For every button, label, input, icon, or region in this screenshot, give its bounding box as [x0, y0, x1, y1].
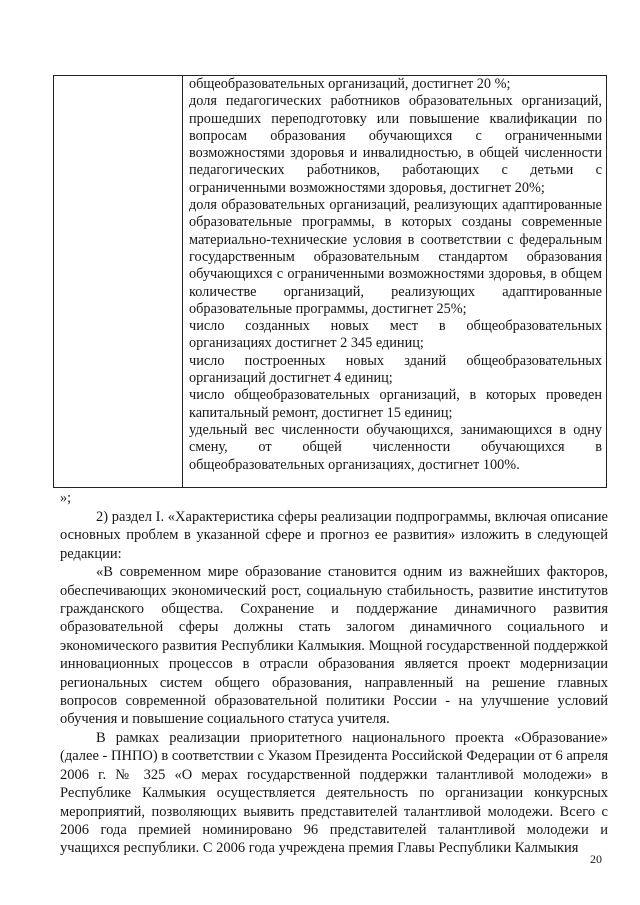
- paragraph: 2) раздел I. «Характеристика сферы реализации подпрограммы, включая описание основных проблем в указанной сфере и прогноз ее развития» изложить в следующей редакции:: [60, 509, 608, 562]
- page-number: 20: [590, 852, 602, 866]
- table-item: доля педагогических работников образовательных организаций, прошедших переподготовку или повышение квалификации по вопросам образования обучающихся с ограниченными возможностями здоровья и инвалидностью, в общей численности педагогических работников, работающих с детьми с ограниченными возможностями здоровья, достигнет 20%;: [189, 93, 602, 196]
- table-item: число построенных новых зданий общеобразовательных организаций достигнет 4 единиц;: [189, 352, 602, 387]
- table-item: число общеобразовательных организаций, в которых проведен капитальный ремонт, достигнет 15 единиц;: [189, 387, 602, 421]
- paragraph: В рамках реализации приоритетного национального проекта «Образование» (далее - ПНПО) в соответствии с Указом Президента Российской Федерации от 6 апреля 2006 г. № 325 «О мерах государственной поддержки талантливой молодежи» в Республике Калмыкия осуществляется деятельность по организации конкурсных мероприятий, позволяющих выявить представителей талантливой молодежи. Всего с 2006 года премией номинировано 96 представителей талантливой молодежи и учащихся республики. С 2006 года учреждена премия Главы Республики Калмыкия: [60, 729, 608, 857]
- paragraph: «В современном мире образование становится одним из важнейших факторов, обеспечивающих экономический рост, социальную стабильность, развитие институтов гражданского общества. Сохранение и поддержание динамичного развития образовательной сферы должны стать залогом динамичного социального и экономического развития Республики Калмыкия. Мощной государственной поддержкой инновационных процессов в отрасли образования является проект модернизации региональных систем общего образования, направленный на решение главных вопросов современной образовательной политики России - на улучшение условий обучения и повышение социального статуса учителя.: [60, 564, 608, 728]
- closing-quote-mark: »;: [60, 490, 72, 506]
- table-item: удельный вес численности обучающихся, занимающихся в одну смену, от общей численности обучающихся в общеобразовательных организациях, достигнет 100%.: [189, 421, 602, 473]
- table-column-divider: [182, 76, 183, 487]
- table-item: число созданных новых мест в общеобразовательных организациях достигнет 2 345 единиц;: [189, 318, 602, 352]
- table-item: доля образовательных организаций, реализующих адаптированные образовательные программы, в которых созданы современные материально-технические условия в соответствии с федеральным государственным образовательным стандартом образования обучающихся с ограниченными возможностями здоровья, в общем количестве организаций, реализующих адаптированные образовательные программы, достигнет 25%;: [189, 197, 602, 317]
- indicators-table: [53, 75, 607, 488]
- table-item: общеобразовательных организаций, достигнет 20 %;: [189, 76, 511, 92]
- table-right-cell: [189, 76, 602, 474]
- body-text: [60, 508, 608, 858]
